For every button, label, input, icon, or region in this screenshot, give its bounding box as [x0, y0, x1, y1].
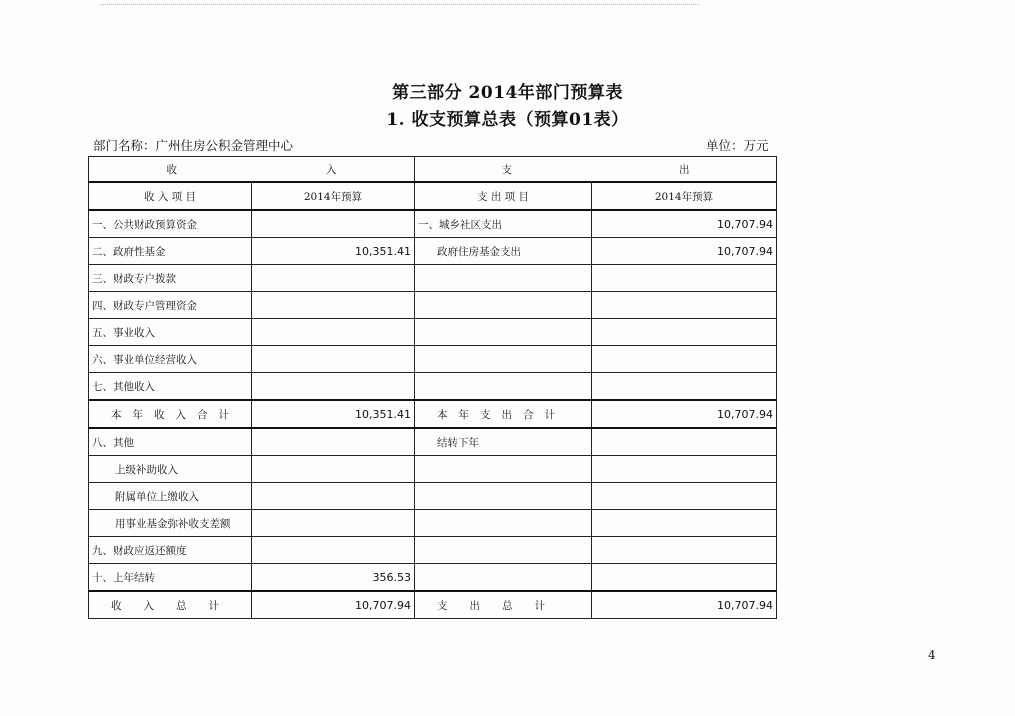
income-subtotal-label: 本年收入合计	[89, 400, 252, 428]
table-row	[89, 292, 777, 319]
expense-value: 10,707.94	[592, 210, 777, 238]
income-value	[252, 373, 415, 401]
expense-item	[415, 483, 592, 510]
expense-value	[592, 373, 777, 401]
income-value	[252, 210, 415, 238]
table-row	[89, 373, 777, 401]
expense-value	[592, 319, 777, 346]
table-row	[89, 428, 777, 456]
expense-item: 政府住房基金支出	[415, 238, 592, 265]
income-value	[252, 537, 415, 564]
income-value	[252, 319, 415, 346]
expense-value	[592, 346, 777, 373]
expense-value	[592, 428, 777, 456]
income-value	[252, 510, 415, 537]
income-item: 附属单位上缴收入	[89, 483, 252, 510]
income-value	[252, 483, 415, 510]
expense-group-header: 支 出	[415, 157, 777, 183]
income-total-value: 10,707.94	[252, 591, 415, 619]
expense-item	[415, 346, 592, 373]
table-row	[89, 346, 777, 373]
income-item: 六、事业单位经营收入	[89, 346, 252, 373]
income-item: 八、其他	[89, 428, 252, 456]
expense-value	[592, 483, 777, 510]
income-value	[252, 456, 415, 483]
table-row	[89, 265, 777, 292]
expense-item-header: 支 出 项 目	[415, 182, 592, 210]
expense-value	[592, 456, 777, 483]
income-item: 七、其他收入	[89, 373, 252, 401]
table-row	[89, 537, 777, 564]
income-value	[252, 292, 415, 319]
expense-item	[415, 265, 592, 292]
income-item: 五、事业收入	[89, 319, 252, 346]
department-name: 部门名称：广州住房公积金管理中心	[93, 138, 294, 153]
expense-item	[415, 456, 592, 483]
table-row	[89, 238, 777, 265]
expense-item	[415, 292, 592, 319]
expense-value	[592, 265, 777, 292]
expense-budget-header: 2014年预算	[592, 182, 777, 210]
table-row	[89, 564, 777, 592]
income-item: 用事业基金弥补收支差额	[89, 510, 252, 537]
budget-summary-table	[88, 156, 777, 619]
income-item: 十、上年结转	[89, 564, 252, 592]
income-value	[252, 428, 415, 456]
scan-edge-noise	[100, 4, 700, 7]
income-item: 九、财政应返还额度	[89, 537, 252, 564]
group-header-row	[89, 157, 777, 183]
expense-item	[415, 373, 592, 401]
table-row	[89, 510, 777, 537]
table-subtitle: 1. 收支预算总表（预算01表）	[386, 110, 629, 130]
page-title: 第三部分 2014年部门预算表	[392, 83, 623, 103]
income-value: 356.53	[252, 564, 415, 592]
total-row	[89, 591, 777, 619]
table-row	[89, 456, 777, 483]
expense-subtotal-label: 本年支出合计	[415, 400, 592, 428]
expense-item	[415, 510, 592, 537]
expense-total-value: 10,707.94	[592, 591, 777, 619]
expense-total-label: 支出总计	[415, 591, 592, 619]
income-budget-header: 2014年预算	[252, 182, 415, 210]
expense-item: 一、城乡社区支出	[415, 210, 592, 238]
income-group-header: 收 入	[89, 157, 415, 183]
income-value: 10,351.41	[252, 238, 415, 265]
subtotal-row	[89, 400, 777, 428]
income-value	[252, 346, 415, 373]
table-row	[89, 483, 777, 510]
expense-item	[415, 319, 592, 346]
column-header-row	[89, 182, 777, 210]
expense-subtotal-value: 10,707.94	[592, 400, 777, 428]
expense-value	[592, 564, 777, 592]
income-item-header: 收 入 项 目	[89, 182, 252, 210]
expense-value	[592, 537, 777, 564]
expense-item	[415, 537, 592, 564]
unit-label: 单位：万元	[706, 138, 769, 153]
expense-value: 10,707.94	[592, 238, 777, 265]
income-value	[252, 265, 415, 292]
table-row	[89, 210, 777, 238]
expense-value	[592, 292, 777, 319]
income-subtotal-value: 10,351.41	[252, 400, 415, 428]
page-number: 4	[928, 648, 936, 662]
income-item: 四、财政专户管理资金	[89, 292, 252, 319]
income-item: 一、公共财政预算资金	[89, 210, 252, 238]
income-item: 二、政府性基金	[89, 238, 252, 265]
table-row	[89, 319, 777, 346]
expense-item: 结转下年	[415, 428, 592, 456]
income-item: 三、财政专户拨款	[89, 265, 252, 292]
expense-value	[592, 510, 777, 537]
expense-item	[415, 564, 592, 592]
income-total-label: 收入总计	[89, 591, 252, 619]
income-item: 上级补助收入	[89, 456, 252, 483]
